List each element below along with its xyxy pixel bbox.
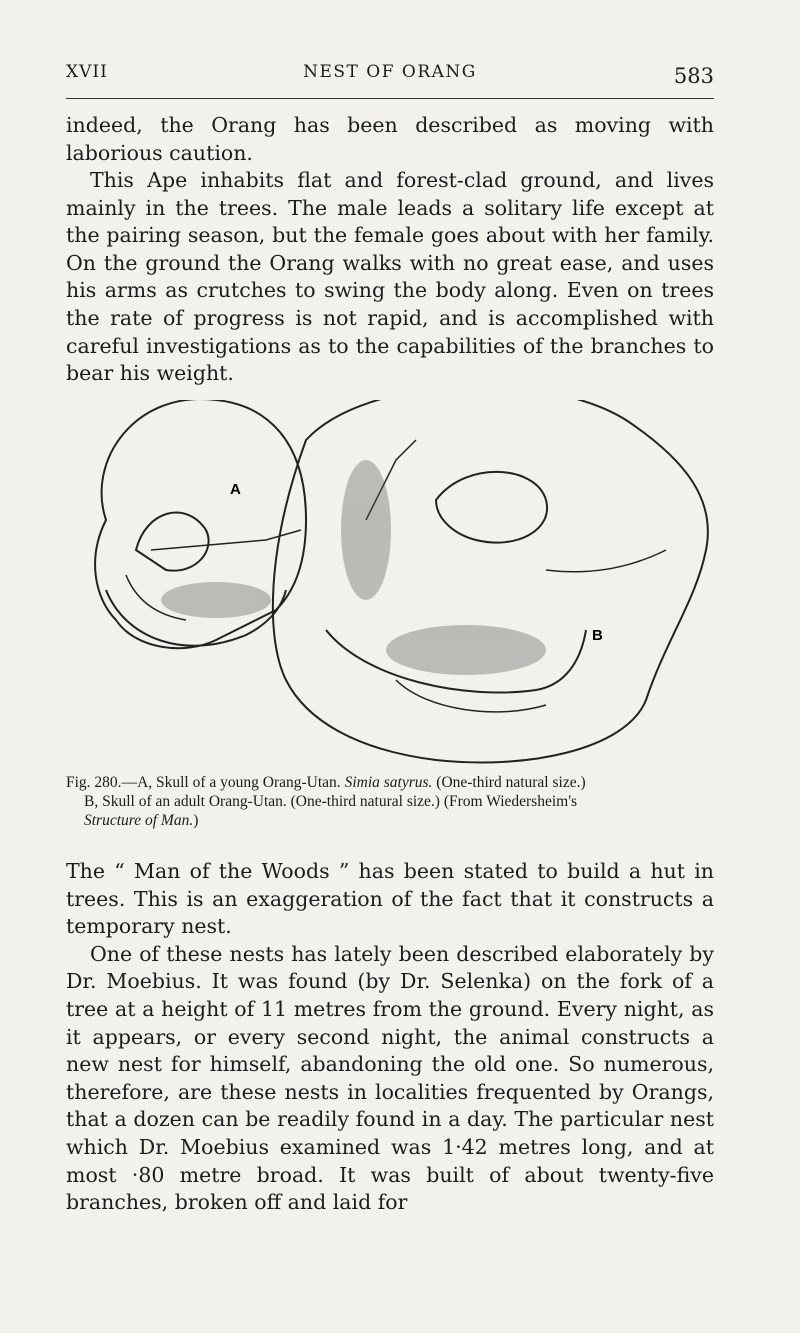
paragraph-4: One of these nests has lately been described elaborately by Dr. Moebius. It was found (by Dr. Selenka) on the fork of a tree at a height of 11 metres from the ground. Every night, as it appears, or every second night, the animal constructs a new nest for himself, abandoning the old one. So numerous, therefore, are these nests in localities frequented by Orangs, that a dozen can be readily found in a day. The particular nest which Dr. Moebius examined was 1·42 metres long, and at most ·80 metre broad. It was built of about twenty-five branches, broken off and laid for (66, 941, 714, 1215)
caption-fig-number: Fig. 280. (66, 774, 122, 791)
header-rule (66, 98, 714, 99)
skull-illustration (66, 400, 726, 770)
paragraph-1: indeed, the Orang has been described as moving with laborious caution. (66, 113, 714, 165)
paragraph-block (66, 167, 714, 388)
skull-b-orbit (436, 472, 547, 543)
page-number: 583 (673, 64, 714, 88)
figure-label-a: A (230, 481, 241, 498)
skull-b-cranium (273, 400, 708, 763)
figure-caption (66, 773, 714, 830)
figure-label-b: B (592, 627, 603, 644)
paragraph-2: This Ape inhabits flat and forest-clad ground, and lives mainly in the trees. The male leads a solitary life except at the pairing season, but the female goes about with her family. On the ground the Orang walks with no great ease, and uses his arms as crutches to swing the body along. Even on trees the rate of progress is not rapid, and is accomplished with careful investigations as to the capabilities of the branches to bear his weight. (66, 168, 714, 386)
body-block (66, 858, 714, 1217)
skull-figure (66, 400, 726, 770)
skull-a-orbit (136, 513, 209, 571)
caption-source-close: ) (193, 812, 199, 829)
running-title: NEST OF ORANG (303, 62, 477, 82)
caption-species: Simia satyrus. (344, 774, 433, 791)
caption-part-b: B, Skull of an adult Orang-Utan. (One-third natural size.) (From Wiedersheim's (84, 793, 578, 810)
page-header (66, 62, 714, 92)
caption-source-title: Structure of Man. (84, 812, 194, 829)
paragraph-continued (66, 112, 714, 167)
paragraph-3: The “ Man of the Woods ” has been stated to build a hut in trees. This is an exaggeration of the fact that it constructs a temporary nest. (66, 859, 714, 939)
caption-part-a: —A, Skull of a young Orang-Utan. (121, 774, 341, 791)
caption-part-a-size: (One-third natural size.) (436, 774, 586, 791)
chapter-number: XVII (66, 62, 108, 82)
